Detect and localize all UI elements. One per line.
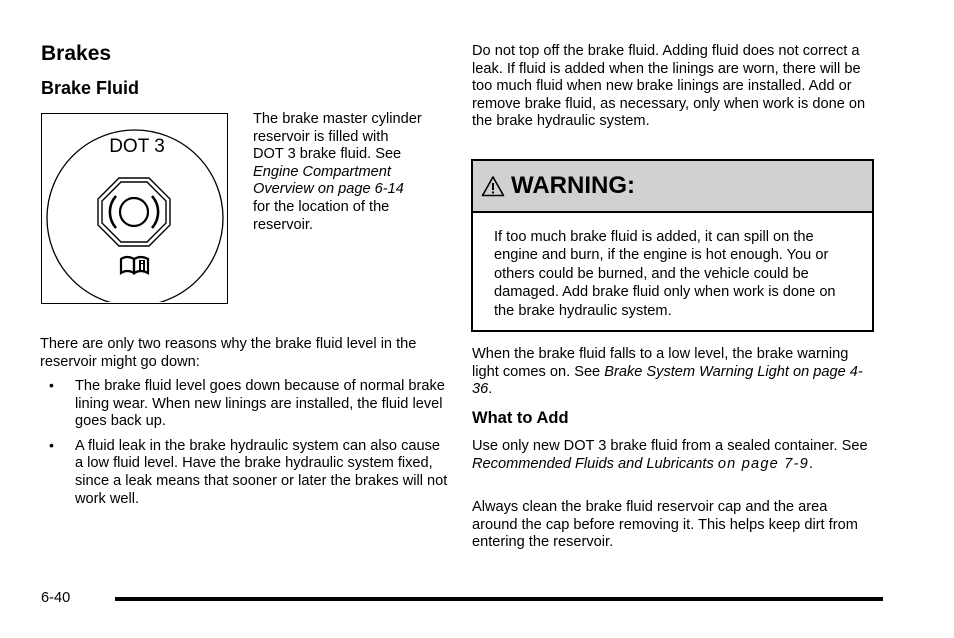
what-to-add-paragraph: Use only new DOT 3 brake fluid from a sealed container. See Recommended Fluids and Lubricants on page 7-9. — [472, 438, 868, 472]
what-to-add-heading: What to Add — [472, 409, 569, 427]
low-level-paragraph: When the brake fluid falls to a low level, the brake warning light comes on. See Brake System Warning Light on page 4-36. — [472, 346, 863, 398]
recommended-fluids-link-page[interactable]: on page 7-9 — [717, 455, 809, 472]
list-item: • A fluid leak in the brake hydraulic system can also cause a low fluid level. Have the brake hydraulic system fixed, since a leak means that sooner or later the brakes will not work well. — [49, 436, 448, 507]
list-item: • The brake fluid level goes down because of normal brake lining wear. When new linings are installed, the fluid level goes back up. — [49, 377, 445, 430]
reservoir-cap-figure — [41, 113, 228, 304]
page-number: 6-40 — [41, 590, 71, 606]
warning-text: If too much brake fluid is added, it can spill on the engine and burn, if the engine is hot enough. You or others could be burned, and the vehicle could be damaged. Add brake fluid only when work is done on the brake hydraulic system. — [494, 229, 836, 319]
recommended-fluids-link[interactable]: Recommended Fluids and Lubricants — [472, 455, 714, 472]
section-title: Brakes — [41, 42, 112, 65]
engine-compartment-link-page[interactable]: Overview on page 6-14 — [253, 181, 404, 198]
brake-warning-light-link[interactable]: Brake System Warning Light on page 4-36 — [472, 363, 863, 398]
footer-rule — [115, 597, 883, 601]
clean-cap-paragraph: Always clean the brake fluid reservoir cap and the area around the cap before removing it. This helps keep dirt from entering the reservoir. — [472, 499, 858, 551]
top-off-paragraph: Do not top off the brake fluid. Adding fluid does not correct a leak. If fluid is added when the linings are worn, there will be too much fluid when new brake linings are installed. Add or remove brake fluid, as necessary, only when work is done on the brake hydraulic system. — [472, 43, 866, 130]
reasons-list — [40, 378, 450, 515]
bullet-marker: • — [49, 436, 54, 453]
warning-title: WARNING: — [511, 172, 635, 199]
warning-triangle-icon — [481, 175, 505, 197]
intro-paragraph: There are only two reasons why the brake fluid level in the reservoir might go down: — [40, 336, 417, 370]
subsection-title: Brake Fluid — [41, 78, 140, 98]
engine-compartment-link[interactable]: Engine Compartment — [253, 163, 391, 180]
figure-label: DOT 3 — [109, 136, 165, 157]
warning-header — [473, 161, 872, 213]
warning-box — [471, 159, 874, 332]
bullet-marker: • — [49, 377, 54, 393]
figure-caption: The brake master cylinder reservoir is filled with DOT 3 brake fluid. See Engine Compartment Overview on page 6-14 for the location of the reservoir. — [253, 111, 453, 234]
